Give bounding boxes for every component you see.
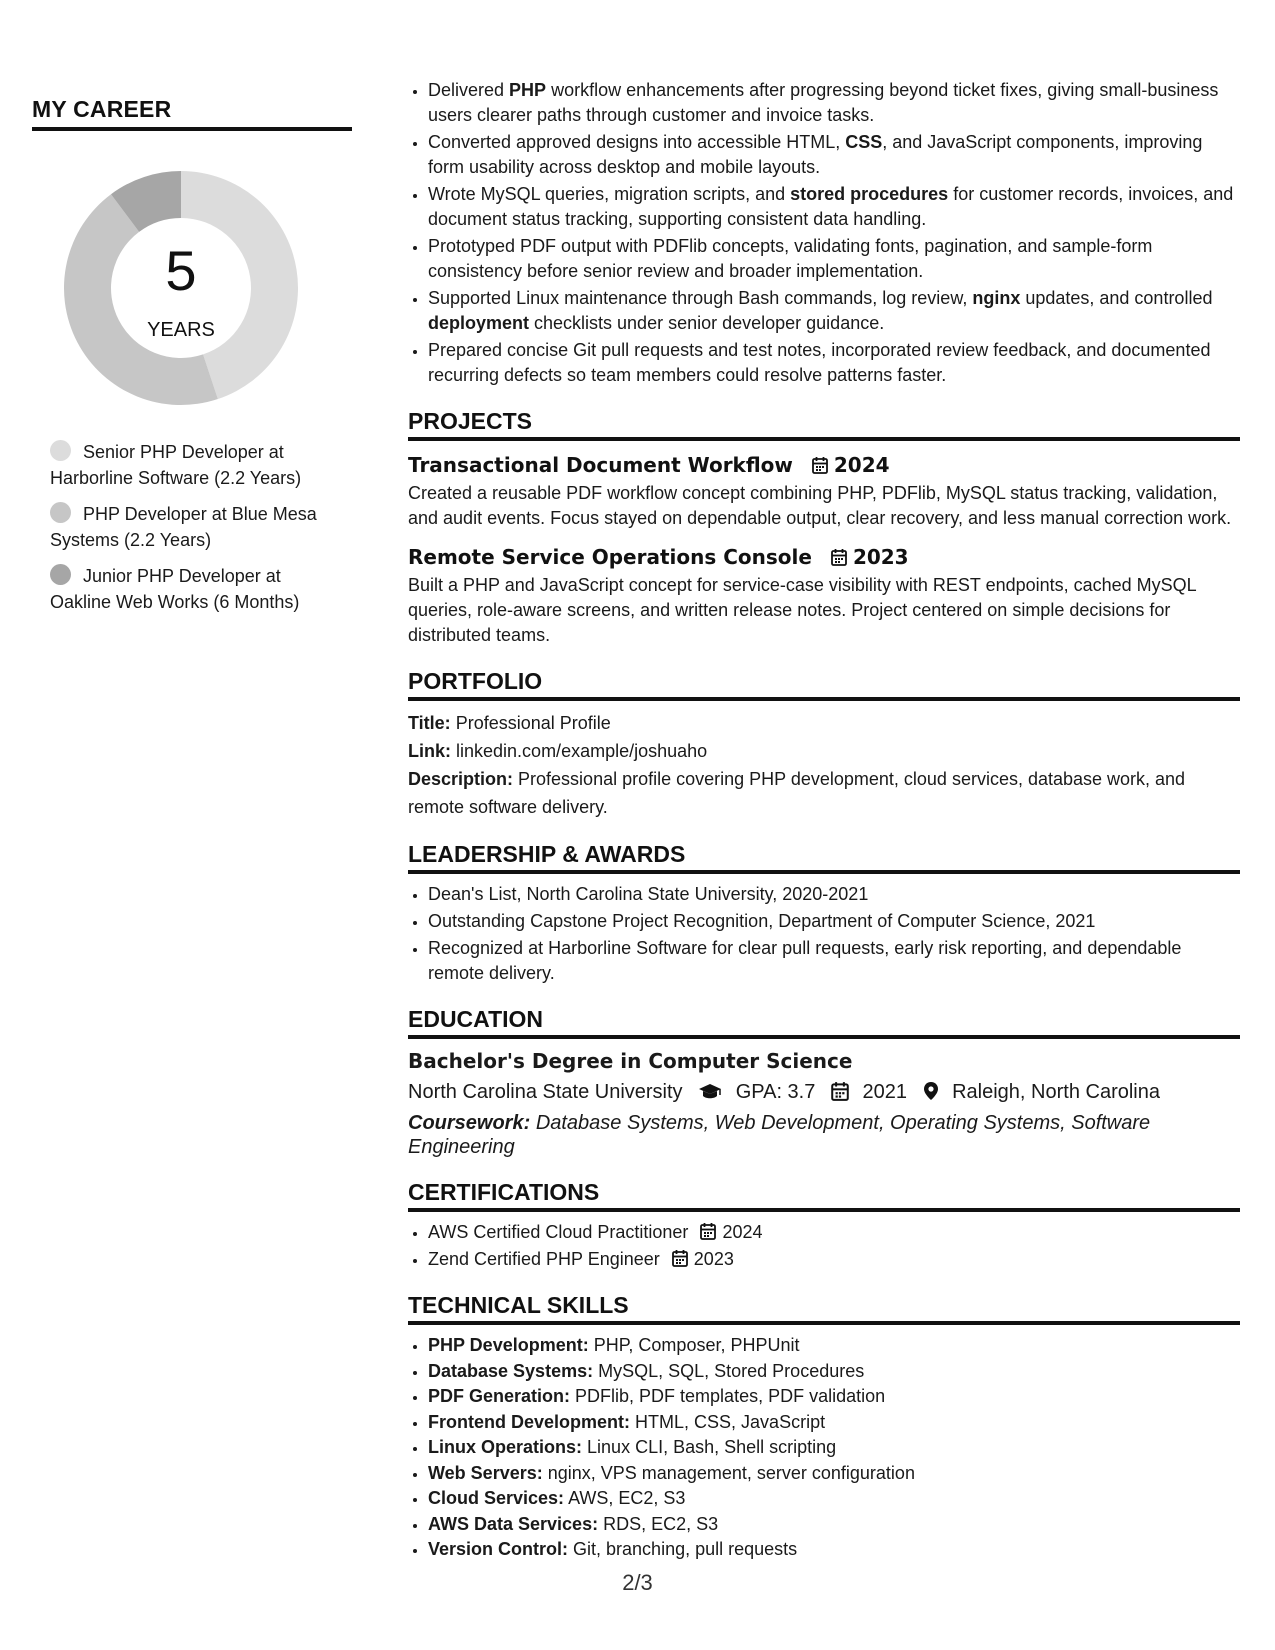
skill-values: HTML, CSS, JavaScript [635,1411,826,1432]
bold-keyword: CSS [845,132,883,152]
legend-dot [50,502,71,523]
skill-item [428,1537,1240,1563]
skill-item [428,1333,1240,1359]
skill-item [428,1384,1240,1410]
portfolio-title-value: Professional Profile [455,713,611,733]
coursework-list: Database Systems, Web Development, Operating Systems, Software Engineering [408,1112,1151,1158]
section-title-education: EDUCATION [408,1006,1240,1039]
skill-item [428,1512,1240,1538]
graduation-year: 2021 [862,1081,907,1103]
calendar-icon [831,1081,849,1101]
skill-values: Git, branching, pull requests [573,1539,798,1559]
bullet-text: workflow enhancements after progressing beyond ticket fixes, giving small-business users clearer paths through customer and invoice tasks. [428,80,1219,125]
gpa-value: GPA: 3.7 [735,1081,816,1103]
calendar-icon [700,1222,716,1240]
skill-values: PHP, Composer, PHPUnit [593,1335,800,1355]
main-column [408,78,1240,1563]
experience-bullet [428,78,1240,128]
project-item [408,451,1240,531]
school-location: Raleigh, North Carolina [952,1081,1160,1103]
list-item: • Dean's List, North Carolina State University, 2020-2021 [428,882,1240,907]
skill-values: PDFlib, PDF templates, PDF validation [575,1386,886,1406]
experience-bullet [428,286,1240,336]
school-name: North Carolina State University [408,1081,683,1103]
experience-bullet [428,338,1240,388]
portfolio-description-label: Description: [408,769,514,789]
leadership-list [408,882,1240,986]
skill-category: PHP Development: [428,1335,589,1355]
bold-keyword: PHP [509,80,547,100]
section-title-skills: TECHNICAL SKILLS [408,1292,1240,1325]
skill-values: RDS, EC2, S3 [603,1513,719,1534]
section-title-leadership: LEADERSHIP & AWARDS [408,841,1240,874]
calendar-icon [812,456,828,474]
bullet-text: Delivered [428,80,510,100]
page-number: 2/3 [622,1570,653,1595]
experience-bullet [428,234,1240,284]
legend-label: Junior PHP Developer at Oakline Web Works (6 Months) [50,566,300,612]
experience-bullet [428,130,1240,180]
skill-category: Frontend Development: [428,1411,631,1432]
coursework [408,1111,1240,1159]
leadership-section [408,841,1240,986]
donut-center [56,163,306,413]
portfolio-link-label: Link: [408,741,451,761]
experience-bullet [428,182,1240,232]
skill-values: MySQL, SQL, Stored Procedures [598,1360,865,1381]
portfolio-description-value: Professional profile covering PHP development, cloud services, database work, and remote software delivery. [408,769,1186,817]
bullet-text: Converted approved designs into accessible HTML, [428,132,846,152]
list-item: • Outstanding Capstone Project Recognition, Department of Computer Science, 2021 [428,909,1240,934]
project-name: Remote Service Operations Console [408,545,812,569]
skill-category: Web Servers: [428,1462,543,1483]
certifications-section [408,1179,1240,1272]
bullet-text: Wrote MySQL queries, migration scripts, and [428,184,791,204]
coursework-label: Coursework: [408,1112,531,1134]
bullet-text: for customer records, invoices, and document status tracking, supporting consistent data handling. [428,184,1234,229]
portfolio-description-row [408,765,1240,821]
legend-item [50,563,340,615]
education-details [408,1077,1240,1107]
skill-category: AWS Data Services: [428,1513,599,1534]
skill-category: PDF Generation: [428,1386,571,1406]
skill-item [428,1410,1240,1436]
calendar-icon [831,548,847,566]
certification-item [428,1247,1240,1272]
career-legend [50,439,340,615]
project-description: Created a reusable PDF workflow concept combining PHP, PDFlib, MySQL status tracking, validation, and audit events. Focus stayed on dependable output, clear recovery, and less manual correction work. [408,483,1232,528]
legend-item [50,501,340,553]
degree-title: Bachelor's Degree in Computer Science [408,1049,853,1073]
calendar-icon [672,1249,688,1267]
project-year: 2023 [852,545,909,569]
legend-label: Senior PHP Developer at Harborline Software (2.2 Years) [50,442,302,488]
bullet-text: Prototyped PDF output with PDFlib concepts, validating fonts, pagination, and sample-form consistency before senior review and broader implementation. [428,236,1153,281]
skill-values: nginx, VPS management, server configuration [547,1462,915,1483]
bold-keyword: nginx [972,288,1021,308]
skill-item [428,1486,1240,1512]
bold-keyword: stored procedures [790,184,949,204]
portfolio-link-row [408,737,1240,765]
portfolio-title-row [408,709,1240,737]
bullet-text: checklists under senior developer guidance. [529,313,885,333]
total-years-unit: YEARS [147,319,215,341]
bullet-text: , and JavaScript components, improving form usability across desktop and mobile layouts. [428,132,1203,177]
skill-category: Linux Operations: [428,1437,583,1457]
legend-label: PHP Developer at Blue Mesa Systems (2.2 Years) [50,504,317,550]
portfolio-title-label: Title: [408,713,451,733]
project-name: Transactional Document Workflow [408,453,793,477]
skill-item [428,1435,1240,1461]
education-section [408,1006,1240,1159]
skill-values: AWS, EC2, S3 [568,1488,686,1508]
skill-category: Database Systems: [428,1360,594,1381]
graduation-cap-icon [698,1083,722,1101]
skills-section [408,1292,1240,1563]
total-years-value: 5 [165,239,197,302]
experience-bullets [408,78,1240,388]
projects-section [408,408,1240,648]
skill-item [428,1461,1240,1487]
bullet-text: updates, and controlled [1020,288,1213,308]
map-pin-icon [923,1081,939,1101]
legend-dot [50,440,71,461]
portfolio-link[interactable]: linkedin.com/example/joshuaho [456,741,708,761]
certification-name: Zend Certified PHP Engineer [428,1249,660,1269]
certification-name: AWS Certified Cloud Practitioner [428,1222,689,1242]
skill-category: Cloud Services: [428,1488,565,1508]
skill-values: Linux CLI, Bash, Shell scripting [587,1437,837,1457]
legend-dot [50,564,71,585]
portfolio-section [408,668,1240,821]
legend-item [50,439,340,491]
skills-list [408,1333,1240,1563]
certifications-list [408,1220,1240,1272]
section-title-certifications: CERTIFICATIONS [408,1179,1240,1212]
section-title-portfolio: PORTFOLIO [408,668,1240,701]
certification-item [428,1220,1240,1245]
bullet-text: Prepared concise Git pull requests and test notes, incorporated review feedback, and documented recurring defects so team members could resolve patterns faster. [428,340,1211,385]
bullet-text: Supported Linux maintenance through Bash commands, log review, [428,288,973,308]
bold-keyword: deployment [428,313,530,333]
certification-year: 2023 [693,1249,734,1269]
certification-year: 2024 [722,1222,763,1242]
list-item: • Recognized at Harborline Software for clear pull requests, early risk reporting, and dependable remote delivery. [428,936,1240,986]
skill-category: Version Control: [428,1539,569,1559]
project-year: 2024 [833,453,890,477]
career-title: MY CAREER [32,96,352,131]
skill-item [428,1359,1240,1385]
career-donut-chart [56,163,306,413]
project-item [408,543,1240,648]
project-description: Built a PHP and JavaScript concept for service-case visibility with REST endpoints, cached MySQL queries, role-aware screens, and written release notes. Project centered on simple decisions for distributed teams. [408,575,1197,645]
section-title-projects: PROJECTS [408,408,1240,441]
career-sidebar [32,96,352,625]
